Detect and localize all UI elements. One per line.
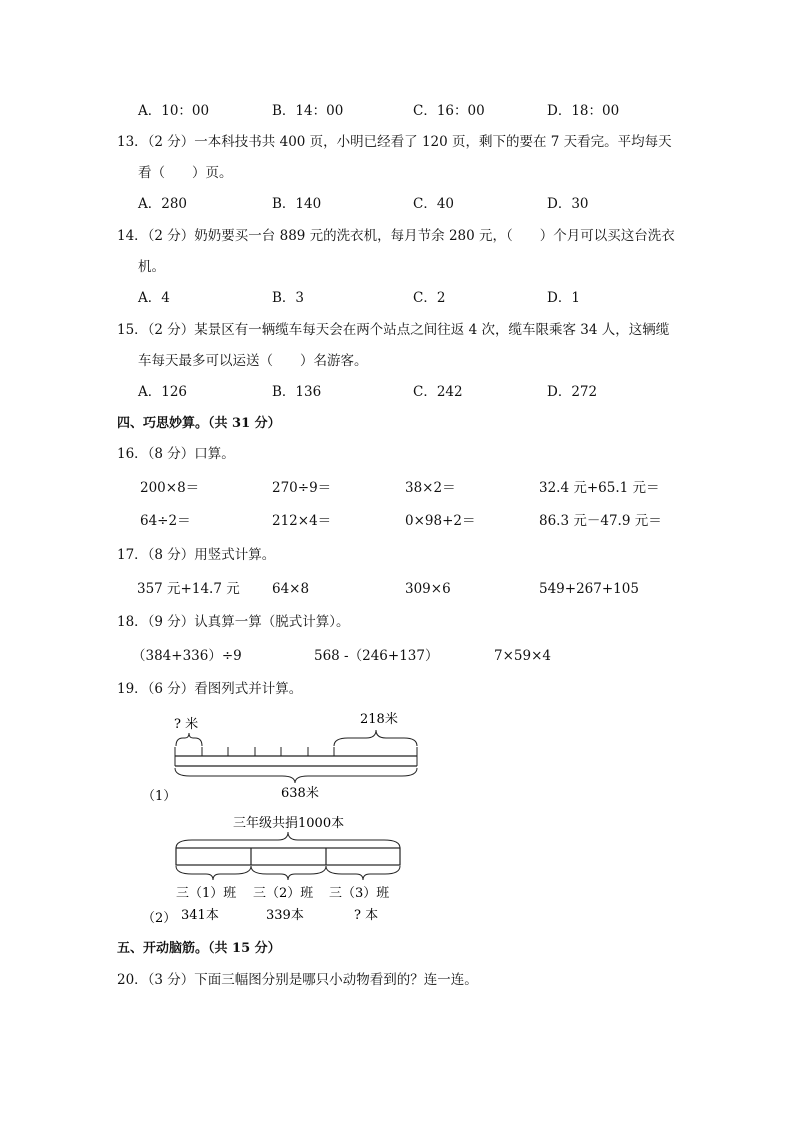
q14-option-b[interactable]: B．3 — [272, 290, 305, 306]
q15-stem-line2: 车每天最多可以运送（ ）名游客。 — [138, 353, 368, 369]
q13-stem-line1: 13．（2 分）一本科技书共 400 页，小明已经看了 120 页，剩下的要在 7 天看完。平均每天 — [117, 134, 672, 150]
q16-item: 32.4 元+65.1 元＝ — [539, 480, 660, 496]
q18-item: 568 -（246+137） — [314, 648, 439, 664]
q17-title: 17．（8 分）用竖式计算。 — [117, 547, 276, 563]
q12-option-c[interactable]: C．16：00 — [413, 103, 485, 119]
q16-item: 212×4＝ — [272, 513, 332, 529]
fig1-number: （1） — [142, 789, 177, 804]
fig2-bar — [176, 848, 400, 865]
q17-item: 64×8 — [272, 581, 310, 597]
q15-stem-line1: 15．（2 分）某景区有一辆缆车每天会在两个站点之间往返 4 次，缆车限乘客 34 人，这辆缆 — [117, 322, 670, 338]
q13-option-c[interactable]: C．40 — [413, 196, 455, 212]
q19-title: 19．（6 分）看图列式并计算。 — [117, 681, 303, 697]
q14-option-a[interactable]: A．4 — [138, 290, 170, 306]
q13-option-a[interactable]: A．280 — [138, 196, 188, 212]
q13-stem-line2: 看（ ）页。 — [138, 165, 233, 181]
q15-option-c[interactable]: C．242 — [413, 384, 463, 400]
q16-item: 38×2＝ — [405, 480, 456, 496]
section-5-title: 五、开动脑筋。（共 15 分） — [117, 941, 281, 956]
fig2-class-value: 339本 — [266, 908, 304, 923]
fig2-class1-brace — [176, 866, 251, 880]
q12-option-a[interactable]: A．10：00 — [138, 103, 210, 119]
q14-stem-line1: 14．（2 分）奶奶要买一台 889 元的洗衣机，每月节余 280 元，（ ）个月可以买这台洗衣 — [117, 228, 675, 244]
q18-title: 18．（9 分）认真算一算（脱式计算）。 — [117, 614, 350, 630]
q16-item: 200×8＝ — [140, 480, 200, 496]
fig2-class2-brace — [251, 866, 326, 880]
q14-option-c[interactable]: C．2 — [413, 290, 446, 306]
q17-item: 357 元+14.7 元 — [137, 581, 240, 597]
q15-option-d[interactable]: D．272 — [547, 384, 598, 400]
q18-item: 7×59×4 — [494, 648, 551, 664]
q16-item: 0×98+2＝ — [405, 513, 476, 529]
q14-stem-line2: 机。 — [138, 259, 165, 275]
fig2-class-value: 341本 — [181, 908, 219, 923]
q13-option-d[interactable]: D．30 — [547, 196, 589, 212]
q12-option-b[interactable]: B．14：00 — [272, 103, 344, 119]
fig2-number: （2） — [142, 911, 177, 926]
fig1-right-label: 218米 — [360, 712, 398, 727]
q17-item: 549+267+105 — [539, 581, 639, 597]
q16-item: 270÷9＝ — [272, 480, 332, 496]
fig2-total-brace — [176, 832, 400, 848]
q16-item: 86.3 元－47.9 元＝ — [539, 513, 662, 529]
fig2-class-label: 三（3）班 — [329, 886, 390, 901]
q15-option-a[interactable]: A．126 — [138, 384, 188, 400]
q13-option-b[interactable]: B．140 — [272, 196, 322, 212]
q18-item: （384+336）÷9 — [132, 648, 242, 664]
fig2-class-value: ? 本 — [354, 908, 379, 923]
fig2-class-label: 三（2）班 — [253, 886, 314, 901]
section-4-title: 四、巧思妙算。（共 31 分） — [117, 416, 281, 431]
q16-title: 16．（8 分）口算。 — [117, 446, 235, 462]
q20-title: 20．（3 分）下面三幅图分别是哪只小动物看到的？连一连。 — [117, 972, 478, 988]
fig1-total-label: 638米 — [281, 786, 319, 801]
fig1-part-label: ? 米 — [174, 717, 199, 732]
q16-item: 64÷2＝ — [140, 513, 191, 529]
q15-option-b[interactable]: B．136 — [272, 384, 322, 400]
fig2-class-label: 三（1）班 — [176, 886, 237, 901]
q12-option-d[interactable]: D．18：00 — [547, 103, 620, 119]
fig2-total-label: 三年级共捐1000本 — [233, 816, 345, 831]
q14-option-d[interactable]: D．1 — [547, 290, 580, 306]
q17-item: 309×6 — [405, 581, 451, 597]
fig2-class3-brace — [326, 866, 400, 880]
